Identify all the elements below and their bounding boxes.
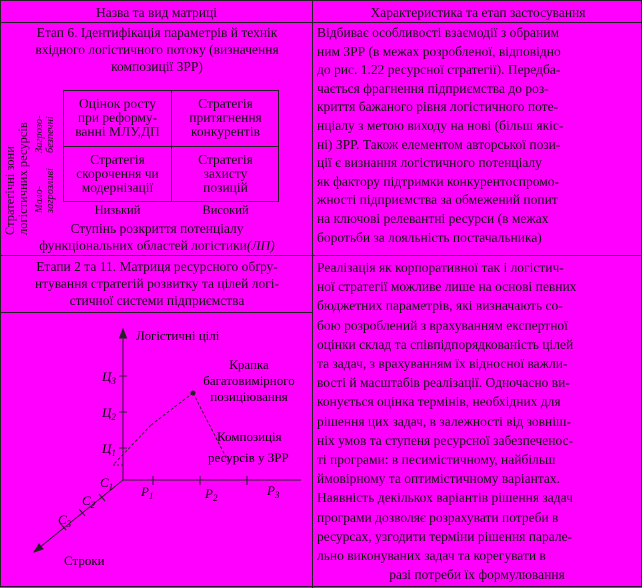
header-col1: Назва та вид матриці (95, 5, 218, 20)
x-axis-title-line2: ресурсів у ЗРР (208, 450, 289, 465)
row-divider (1, 255, 642, 256)
matrix-cell-bottom-left: Стратегія скорочення чи модернізації (76, 152, 159, 195)
projection-line (151, 393, 193, 425)
projection-line (113, 425, 151, 465)
z-axis-arrow-icon (34, 544, 43, 552)
x-axis-high-label: Високий (202, 203, 249, 217)
y-axis-high-label: Загрозо- безпечні (34, 115, 56, 153)
point-label-line1: Крапка (229, 357, 269, 372)
y-tick-label: $Ц_2$ (102, 405, 116, 422)
z-tick-label: $С_1$ (100, 475, 114, 492)
title-line: Етап 6. Ідентифікація параметрів й технік (36, 25, 278, 40)
x-axis-low-label: Низький (94, 203, 141, 217)
positioning-diagram (1, 313, 312, 588)
matrix-cell-top-right: Стратегія притягнення конкурентів (189, 96, 262, 139)
positioning-point (191, 391, 196, 396)
row2-title: Етапи 2 та 11. Матриця ресурсного обґру- нтування стратегій розвитку та цілей логі- стичної системи підприємства (35, 259, 279, 308)
y-tick-label: $Ц_1$ (102, 441, 116, 458)
y-axis-arrow-icon (120, 329, 127, 338)
x-axis-title: Композиція (217, 429, 282, 444)
vertical-divider (312, 1, 313, 588)
matrix-cell-top-left: Оцінок росту при реформу- ванні МЛУ,ДП (75, 96, 160, 139)
z-tick-label: $С_3$ (58, 512, 72, 529)
title-line: композиції ЗРР) (111, 59, 203, 74)
x-axis-caption: Ступінь розкриття потенціалу функціональних областей логістики(ЛП) (39, 221, 275, 253)
z-axis-title: Строки (64, 553, 105, 568)
row1-title (3, 24, 311, 75)
y-axis-low-label: Мало- загрозливі (34, 168, 56, 213)
header-col2: Характеристика та етап застосування (370, 5, 586, 20)
x-tick-label: $Р_3$ (267, 483, 280, 500)
point-label-line3: позиціювання (210, 389, 288, 404)
row1-description: Відбиває особливості взаємодії з обраним ним ЗРР (в межах розробленої, відповідно до рис. 1.22 ресурсної стратегії). Передба- чається фрагнення підприємства до роз- криття бажаного рівня логістичного поте- нціалу з метою виходу на нові (більш якіс- ні) ЗРР. Також елементом авторської пози- ції є визнання логістичного потенціалу як фактору підтримки конкурентоспромо- жності підприємства за обмежений попит на ключові релевантні ресурси (в межах боротьби за лояльність постачальника) (317, 25, 564, 245)
y-axis-title: Логістичні цілі (136, 328, 220, 343)
y-tick-label: $Ц_3$ (102, 369, 116, 386)
z-tick-label: $С_2$ (82, 493, 96, 510)
point-label-line2: багатовимірного (203, 373, 295, 388)
row2-description: Реалізація як корпоративної так і логістич- ної стратегії можливе лише на основі певних бюджетних параметрів, які визначають со- бою розроблений з врахуванням експертної оцінки склад та співпідпорядкованість цілей та задач, з врахуванням їх відносної важли- вості й масштабів реалізації. Одночасно ви- конується оцінка термінів, необхідних для рішення цих задач, в залежності від зовніш- ніх умов та ступеня ресурсної забезпеченос- ті програми: в песимістичному, найбільш ймовірному та оптимістичному варіантах. Наявність декількох варіантів рішення задач програми дозволяє розрахувати потреби в ресурсах, узгодити терміни рішення парале- льно виконуваних задач та корегувати в разі потреби їх формулювання (317, 260, 577, 583)
header-divider (1, 22, 642, 23)
matrix-cell-bottom-right: Стратегія захисту позицій (198, 152, 253, 195)
x-tick-label: $Р_1$ (141, 484, 154, 501)
y-axis-outer-label: Стратегічні зони логістичних ресурсів (3, 122, 30, 235)
title-line: вхідного логістичного потоку (визначення (35, 42, 279, 57)
matrix-mid-horizontal (63, 146, 279, 147)
x-tick-label: $Р_2$ (205, 486, 218, 503)
